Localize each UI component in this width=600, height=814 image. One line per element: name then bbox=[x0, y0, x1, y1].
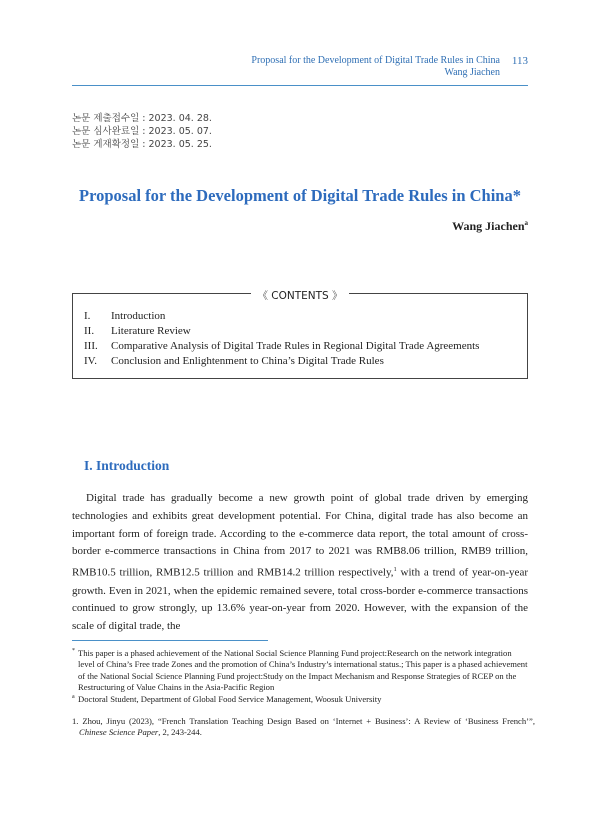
footnote-text: Doctoral Student, Department of Global Food Service Management, Woosuk University bbox=[78, 693, 382, 704]
contents-heading bbox=[0, 286, 600, 304]
toc-item bbox=[84, 339, 479, 354]
footnote-mark: * bbox=[72, 648, 75, 654]
toc-number: II. bbox=[84, 325, 95, 337]
paragraph-part: with a trend of year-on-year growth. Even in 2021, when the epidemic remained severe, total cross-border e-commerce transactions continued to grow strongly, up 13.6% year-on-year from 2020. However, with the expansion of the scale of digital trade, the bbox=[72, 566, 528, 633]
footnote-ref: 1 bbox=[393, 566, 397, 574]
running-header bbox=[72, 55, 528, 86]
toc-text: Literature Review bbox=[111, 325, 191, 337]
author bbox=[452, 219, 528, 234]
running-author: Wang Jiachen bbox=[444, 67, 500, 78]
reference-suffix: , 2, 243-244. bbox=[158, 727, 202, 738]
running-header-text bbox=[251, 55, 500, 79]
footnote-text: This paper is a phased achievement of the National Social Science Planning Fund project:Research on the network integration level of China’s Free trade Zones and the promotion of China’s Industry’s international status.; This paper is a phased achievement of the National Social Science Planning Fund project:Study on the Impact Mechanism and Response Strategies of RCEP on the Restructuring of Value Chains in the Asia-Pacific Region bbox=[78, 648, 528, 693]
toc-text: Comparative Analysis of Digital Trade Rules in Regional Digital Trade Agreements bbox=[111, 340, 480, 352]
page-number: 113 bbox=[511, 55, 528, 67]
date-reviewed: 논문 심사완료일 : 2023. 05. 07. bbox=[72, 126, 212, 137]
footnote-mark: a bbox=[72, 693, 75, 700]
toc-number: IV. bbox=[84, 355, 97, 367]
reference bbox=[72, 716, 535, 739]
toc-text: Introduction bbox=[111, 310, 166, 322]
paragraph-part: Digital trade has gradually become a new growth point of global trade driven by emerging technologies and exhibits great development potential. For China, digital trade has also become an important form of foreign trade. According to the e-commerce data report, the total amount of cross-border e-commerce transactions in China from 2017 to 2021 was RMB8.06 trillion, RMB9 trillion, RMB10.5 trillion, RMB12.5 trillion and RMB14.2 trillion respectively, bbox=[72, 492, 528, 579]
paper-title: Proposal for the Development of Digital Trade Rules in China* bbox=[79, 186, 521, 205]
author-mark: a bbox=[524, 219, 528, 227]
footnote bbox=[72, 694, 528, 705]
toc-number: I. bbox=[84, 310, 91, 322]
reference-prefix: 1. Zhou, Jinyu (2023), “French Translation Teaching Design Based on ‘Internet + Business’: A Review of ‘Business French’”, bbox=[72, 716, 535, 726]
contents-label: 《 CONTENTS 》 bbox=[251, 290, 348, 302]
toc-item bbox=[84, 354, 479, 369]
table-of-contents bbox=[84, 309, 479, 369]
paragraph bbox=[72, 490, 528, 636]
reference-journal: Chinese Science Paper bbox=[79, 727, 159, 738]
toc-text: Conclusion and Enlightenment to China’s Digital Trade Rules bbox=[111, 355, 384, 367]
toc-item bbox=[84, 309, 479, 324]
footnote bbox=[72, 648, 528, 694]
running-title: Proposal for the Development of Digital Trade Rules in China bbox=[251, 55, 500, 66]
submission-dates bbox=[72, 112, 212, 151]
toc-number: III. bbox=[84, 340, 98, 352]
footnotes bbox=[72, 648, 528, 705]
section-heading: I. Introduction bbox=[84, 458, 170, 473]
date-accepted: 논문 게재확정일 : 2023. 05. 25. bbox=[72, 139, 212, 150]
date-submitted: 논문 제출접수일 : 2023. 04. 28. bbox=[72, 113, 212, 124]
toc-item bbox=[84, 324, 479, 339]
body-text bbox=[72, 490, 528, 636]
footnote-rule bbox=[72, 640, 268, 641]
author-name: Wang Jiachen bbox=[452, 219, 525, 233]
